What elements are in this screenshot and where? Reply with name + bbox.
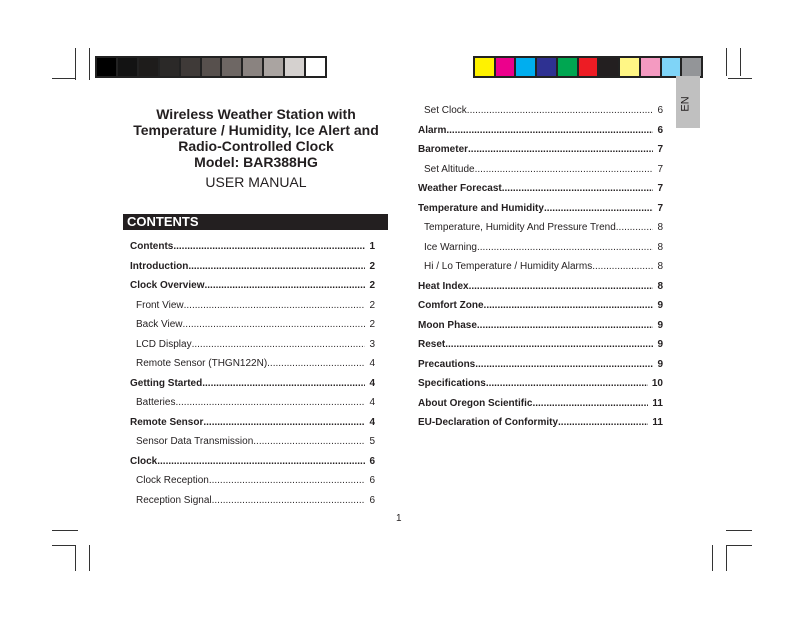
toc-entry[interactable]	[418, 242, 663, 262]
toc-entry[interactable]	[418, 183, 663, 203]
toc-entry-label: Clock Reception	[136, 475, 209, 486]
toc-entry[interactable]	[130, 339, 375, 359]
dot-leader	[192, 339, 366, 359]
color-swatch	[264, 58, 283, 76]
toc-entry-page: 4	[369, 358, 375, 369]
subtitle: USER MANUAL	[205, 174, 307, 190]
toc-entry[interactable]	[130, 378, 375, 398]
toc-entry-label: Clock	[130, 455, 158, 467]
toc-entry-page: 4	[369, 377, 375, 389]
toc-entry[interactable]	[418, 203, 663, 223]
color-swatch	[558, 58, 577, 76]
toc-entry-page: 2	[369, 299, 375, 311]
dot-leader	[468, 144, 653, 164]
language-label: EN	[679, 96, 692, 112]
color-swatch	[579, 58, 598, 76]
toc-entry-page: 9	[657, 339, 663, 350]
color-swatch	[537, 58, 556, 76]
dot-leader	[253, 436, 365, 456]
toc-entry-page: 6	[657, 124, 663, 136]
color-swatch	[243, 58, 262, 76]
toc-entry-label: Batteries	[136, 397, 176, 408]
toc-entry-label: LCD Display	[136, 338, 192, 350]
toc-entry-label: EU-Declaration of Conformity	[418, 417, 559, 428]
toc-entry-page: 7	[657, 202, 663, 214]
color-swatch	[662, 58, 681, 76]
toc-entry[interactable]	[418, 339, 663, 359]
toc-entry-page: 3	[369, 338, 375, 350]
toc-entry[interactable]	[130, 241, 375, 261]
toc-entry-page: 10	[651, 378, 663, 389]
dot-leader	[475, 164, 654, 184]
color-swatch	[599, 58, 618, 76]
toc-entry[interactable]	[130, 319, 375, 339]
dot-leader	[209, 475, 366, 495]
toc-entry-label: Set Clock	[424, 105, 467, 116]
model-line: Model: BAR388HG	[194, 154, 318, 170]
toc-entry-page: 6	[657, 105, 663, 116]
dot-leader	[202, 378, 365, 398]
toc-entry[interactable]	[418, 378, 663, 398]
toc-entry-label: Front View	[136, 299, 184, 311]
toc-entry-label: Clock Overview	[130, 280, 205, 291]
dot-leader	[204, 280, 365, 300]
color-swatch	[285, 58, 304, 76]
toc-entry-label: Introduction	[130, 260, 189, 272]
dot-leader	[477, 242, 653, 262]
color-swatch	[306, 58, 325, 76]
toc-entry[interactable]	[418, 398, 663, 418]
toc-entry-label: Contents	[130, 241, 174, 252]
toc-entry-page: 2	[369, 319, 375, 330]
toc-entry-label: Remote Sensor	[130, 416, 204, 428]
toc-entry[interactable]	[418, 261, 663, 281]
toc-entry-page: 6	[369, 494, 375, 506]
toc-entry-label: Getting Started	[130, 377, 203, 389]
dot-leader	[212, 495, 366, 515]
toc-entry-page: 9	[657, 319, 663, 331]
toc-entry[interactable]	[418, 359, 663, 379]
toc-entry[interactable]	[418, 164, 663, 184]
toc-entry-page: 11	[652, 397, 663, 409]
toc-entry-page: 2	[369, 280, 375, 291]
toc-entry[interactable]	[418, 417, 663, 437]
color-swatch	[160, 58, 179, 76]
toc-entry-label: Specifications	[418, 378, 486, 389]
title-line: Temperature / Humidity, Ice Alert and	[133, 122, 379, 138]
toc-entry[interactable]	[418, 105, 663, 125]
toc-entry-page: 9	[657, 300, 663, 311]
toc-entry-label: Sensor Data Transmission	[136, 436, 254, 447]
color-swatch	[139, 58, 158, 76]
language-tab	[676, 76, 700, 128]
dot-leader	[532, 398, 648, 418]
toc-entry[interactable]	[130, 436, 375, 456]
toc-entry-page: 6	[369, 455, 375, 467]
toc-entry-label: Remote Sensor (THGN122N)	[136, 358, 268, 369]
dot-leader	[544, 203, 653, 223]
toc-entry-page: 1	[369, 241, 375, 252]
toc-entry[interactable]	[418, 281, 663, 301]
color-swatch	[496, 58, 515, 76]
dot-leader	[157, 456, 365, 476]
toc-entry-page: 8	[657, 280, 663, 292]
dot-leader	[446, 125, 653, 145]
toc-entry-label: Reception Signal	[136, 494, 212, 506]
contents-heading: CONTENTS	[123, 214, 388, 230]
toc-entry[interactable]	[130, 417, 375, 437]
color-swatch	[118, 58, 137, 76]
toc-entry[interactable]	[418, 125, 663, 145]
toc-entry-label: Reset	[418, 339, 446, 350]
dot-leader	[616, 222, 654, 242]
color-swatch	[516, 58, 535, 76]
toc-entry[interactable]	[130, 261, 375, 281]
dot-leader	[183, 319, 366, 339]
dot-leader	[184, 300, 366, 320]
toc-entry-page: 8	[657, 261, 663, 272]
toc-entry-page: 7	[657, 163, 663, 175]
title-line: Wireless Weather Station with	[156, 106, 356, 122]
dot-leader	[486, 378, 648, 398]
dot-leader	[445, 339, 653, 359]
toc-entry-label: Precautions	[418, 358, 476, 370]
color-calibration-bar	[473, 56, 703, 78]
toc-entry-page: 9	[657, 358, 663, 370]
toc-entry-label: Weather Forecast	[418, 183, 502, 194]
dot-leader	[175, 397, 365, 417]
toc-entry-page: 5	[369, 436, 375, 447]
toc-entry[interactable]	[418, 300, 663, 320]
title-line: Radio-Controlled Clock	[178, 138, 334, 154]
toc-entry-label: Alarm	[418, 124, 447, 136]
dot-leader	[469, 281, 654, 301]
toc-entry-page: 7	[657, 183, 663, 194]
toc-entry-label: Temperature and Humidity	[418, 202, 544, 214]
toc-entry[interactable]	[130, 495, 375, 515]
color-swatch	[682, 58, 701, 76]
toc-entry-page: 8	[657, 241, 663, 253]
toc-entry[interactable]	[418, 144, 663, 164]
toc-entry[interactable]	[418, 222, 663, 242]
toc-entry[interactable]	[130, 358, 375, 378]
toc-entry-page: 7	[657, 144, 663, 155]
toc-entry-label: Set Altitude	[424, 163, 475, 175]
color-swatch	[222, 58, 241, 76]
toc-entry-page: 11	[652, 417, 663, 428]
color-swatch	[97, 58, 116, 76]
toc-entry-label: Temperature, Humidity And Pressure Trend	[424, 222, 616, 233]
dot-leader	[502, 183, 654, 203]
toc-entry-page: 2	[369, 260, 375, 272]
color-swatch	[202, 58, 221, 76]
toc-entry-label: Comfort Zone	[418, 300, 484, 311]
toc-entry-page: 8	[657, 222, 663, 233]
toc-entry-page: 4	[369, 397, 375, 408]
toc-entry-label: Back View	[136, 319, 183, 330]
toc-entry[interactable]	[130, 397, 375, 417]
dot-leader	[484, 300, 654, 320]
color-swatch	[475, 58, 494, 76]
toc-entry-label: Ice Warning	[424, 241, 477, 253]
dot-leader	[267, 358, 365, 378]
dot-leader	[475, 359, 653, 379]
document-title	[120, 106, 392, 170]
toc-entry-label: Heat Index	[418, 280, 469, 292]
toc-entry[interactable]	[130, 456, 375, 476]
toc-entry[interactable]	[130, 280, 375, 300]
toc-entry-page: 4	[369, 416, 375, 428]
color-swatch	[181, 58, 200, 76]
dot-leader	[558, 417, 648, 437]
page-number: 1	[396, 513, 402, 524]
color-swatch	[641, 58, 660, 76]
dot-leader	[477, 320, 654, 340]
toc-entry-label: Hi / Lo Temperature / Humidity Alarms	[424, 261, 593, 272]
grayscale-calibration-bar	[95, 56, 327, 78]
toc-entry[interactable]	[130, 475, 375, 495]
toc-entry[interactable]	[418, 320, 663, 340]
dot-leader	[592, 261, 653, 281]
toc-entry[interactable]	[130, 300, 375, 320]
toc-right	[418, 105, 663, 437]
dot-leader	[188, 261, 365, 281]
toc-entry-label: Moon Phase	[418, 319, 477, 331]
toc-entry-page: 6	[369, 475, 375, 486]
toc-entry-label: Barometer	[418, 144, 469, 155]
dot-leader	[203, 417, 365, 437]
toc-entry-label: About Oregon Scientific	[418, 397, 533, 409]
toc-left	[130, 241, 375, 514]
dot-leader	[467, 105, 654, 125]
color-swatch	[620, 58, 639, 76]
dot-leader	[173, 241, 365, 261]
